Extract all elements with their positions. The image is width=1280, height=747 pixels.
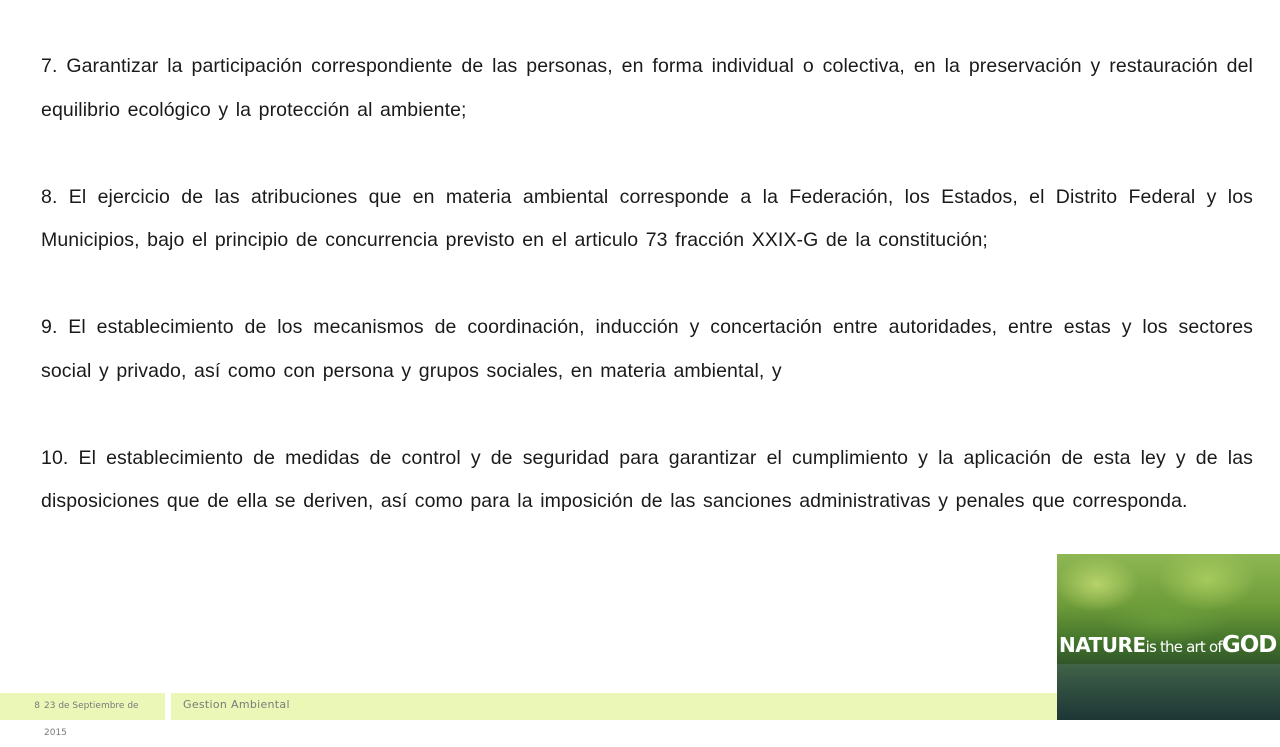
logo-word-god: GOD bbox=[1221, 632, 1277, 658]
paragraph-9: 9. El establecimiento de los mecanismos de coordinación, inducción y concertación entre autoridades, entre estas y los sectores social y privado, así como con persona y grupos sociales, en materia ambiental, y bbox=[41, 316, 1253, 382]
paragraph-7: 7. Garantizar la participación correspondiente de las personas, en forma individual o colectiva, en la preservación y restauración del equilibrio ecológico y la protección al ambiente; bbox=[41, 55, 1253, 121]
water-reflection bbox=[1057, 664, 1280, 720]
nature-photo bbox=[1057, 554, 1280, 720]
slide-content bbox=[41, 45, 1253, 567]
slide-number: 8 bbox=[34, 701, 40, 711]
paragraph-10: 10. El establecimiento de medidas de control y de seguridad para garantizar el cumplimiento y la aplicación de esta ley y de las disposiciones que de ella se deriven, así como para la imposición de las sanciones administrativas y penales que corresponda. bbox=[41, 446, 1253, 512]
nature-logo bbox=[1059, 632, 1279, 660]
footer-title: Gestion Ambiental bbox=[183, 698, 290, 711]
footer-divider bbox=[165, 693, 171, 720]
logo-word-nature: NATURE bbox=[1059, 633, 1146, 657]
logo-word-middle: is the art of bbox=[1145, 638, 1222, 656]
paragraph-8: 8. El ejercicio de las atribuciones que en materia ambiental corresponde a la Federación, los Estados, el Distrito Federal y los Municipios, bajo el principio de concurrencia previsto en el articulo 73 fracción XXIX-G de la constitución; bbox=[41, 185, 1253, 251]
footer-date: 23 de Septiembre de 2015 bbox=[44, 701, 139, 738]
